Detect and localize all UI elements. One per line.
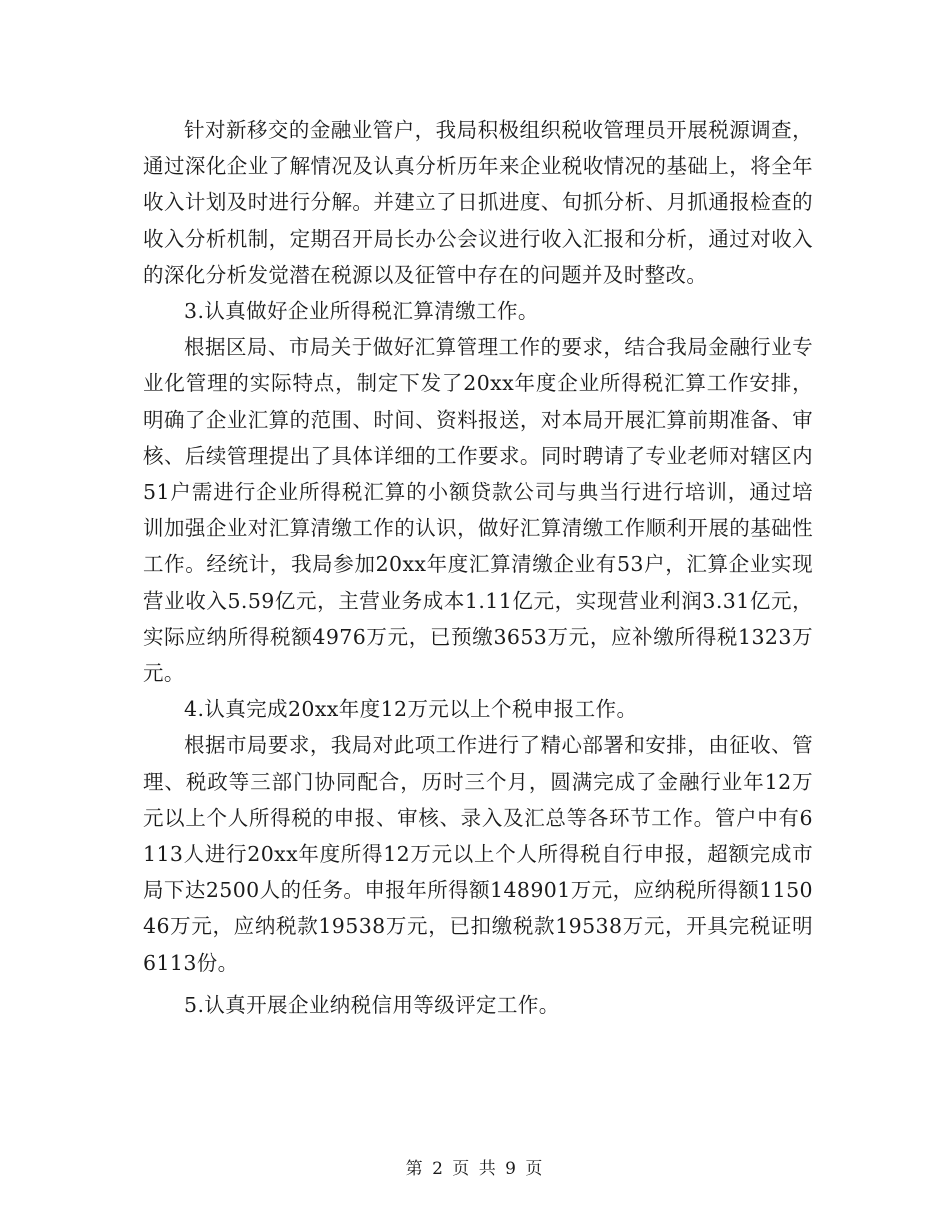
paragraph-income-tax-settlement: 根据区局、市局关于做好汇算管理工作的要求，结合我局金融行业专业化管理的实际特点，制定下发了20xx年度企业所得税汇算工作安排，明确了企业汇算的范围、时间、资料报送，对本局开展汇算前期准备、审核、后续管理提出了具体详细的工作要求。同时聘请了专业老师对辖区内51户需进行企业所得税汇算的小额贷款公司与典当行进行培训，通过培训加强企业对汇算清缴工作的认识，做好汇算清缴工作顺利开展的基础性工作。经统计，我局参加20xx年度汇算清缴企业有53户，汇算企业实现营业收入5.59亿元，主营业务成本1.11亿元，实现营业利润3.31亿元，实际应纳所得税额4976万元，已预缴3653万元，应补缴所得税1323万元。 <box>143 335 813 686</box>
section-heading-5: 5.认真开展企业纳税信用等级评定工作。 <box>184 992 560 1017</box>
paragraph-revenue-analysis: 针对新移交的金融业管户，我局积极组织税收管理员开展税源调查，通过深化企业了解情况及认真分析历年来企业税收情况的基础上，将全年收入计划及时进行分解。并建立了日抓进度、旬抓分析、月抓通报检查的收入分析机制，定期召开局长办公会议进行收入汇报和分析，通过对收入的深化分析发觉潜在税源以及征管中存在的问题并及时整改。 <box>143 118 813 287</box>
document-body <box>143 112 813 1023</box>
page-number-footer: 第 2 页 共 9 页 <box>405 1159 545 1179</box>
section-heading-4: 4.认真完成20xx年度12万元以上个税申报工作。 <box>184 697 638 722</box>
paragraph-individual-tax-filing: 根据市局要求，我局对此项工作进行了精心部署和安排，由征收、管理、税政等三部门协同配合，历时三个月，圆满完成了金融行业年12万元以上个人所得税的申报、审核、录入及汇总等各环节工作。管户中有6113人进行20xx年度所得12万元以上个人所得税自行申报，超额完成市局下达2500人的任务。申报年所得额148901万元，应纳税所得额115046万元，应纳税款19538万元，已扣缴税款19538万元，开具完税证明6113份。 <box>143 733 813 975</box>
section-heading-3: 3.认真做好企业所得税汇算清缴工作。 <box>184 299 539 324</box>
